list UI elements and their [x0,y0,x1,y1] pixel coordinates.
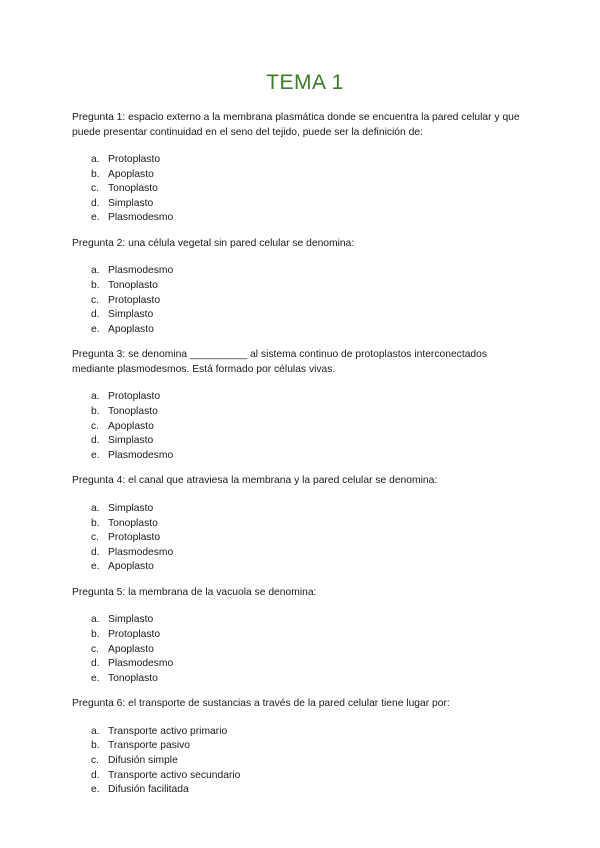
option-list [72,725,532,798]
question-block-5 [72,586,532,686]
option-label: Difusión simple [108,755,178,767]
option-item [72,420,532,435]
option-list [72,390,532,463]
option-item [72,657,532,672]
option-label: Difusión facilitada [108,784,189,796]
option-label: Protoplasto [108,628,161,640]
option-letter: d. [91,435,100,447]
option-item [72,279,532,294]
option-letter: d. [91,658,100,670]
option-letter: b. [91,280,100,292]
option-label: Tonoplasto [108,280,158,292]
option-label: Protoplasto [108,154,161,165]
option-label: Plasmodesmo [108,212,174,224]
option-item [72,643,532,658]
option-label: Simplasto [108,435,154,447]
option-item [72,211,532,226]
option-label: Tonoplasto [108,517,158,529]
option-item [72,434,532,449]
option-item [72,308,532,323]
option-item [72,783,532,798]
question-text: Pregunta 4: el canal que atraviesa la membrana y la pared celular se denomina: [72,475,438,487]
question-list [72,111,532,809]
question-block-2 [72,237,532,337]
option-item [72,390,532,405]
option-letter: e. [91,561,100,573]
option-label: Simplasto [108,197,154,209]
option-label: Simplasto [108,309,154,321]
option-label: Transporte activo secundario [108,769,241,781]
question-text: Pregunta 6: el transporte de sustancias a través de la pared celular tiene lugar por: [72,698,450,710]
option-list [72,264,532,337]
option-letter: c. [91,643,100,655]
option-label: Apoplasto [108,420,154,432]
option-letter: a. [91,265,100,277]
option-item [72,754,532,769]
option-label: Plasmodesmo [108,265,174,277]
option-item [72,323,532,338]
option-item [72,405,532,420]
option-letter: a. [91,725,100,737]
option-label: Plasmodesmo [108,546,174,558]
option-letter: b. [91,168,100,180]
option-label: Transporte pasivo [108,740,191,752]
option-letter: b. [91,406,100,418]
option-item [72,264,532,279]
option-item [72,153,532,168]
option-letter: a. [91,391,100,403]
option-letter: c. [91,755,100,767]
option-letter: a. [91,502,100,514]
option-letter: b. [91,628,100,640]
option-item [72,628,532,643]
option-letter: b. [91,740,100,752]
option-label: Simplasto [108,502,154,514]
option-label: Plasmodesmo [108,658,174,670]
option-letter: c. [91,183,100,195]
option-letter: b. [91,517,100,529]
option-label: Apoplasto [108,168,154,180]
option-letter: e. [91,784,100,796]
option-list [72,502,532,575]
option-letter: c. [91,294,100,306]
option-letter: e. [91,672,100,684]
option-item [72,517,532,532]
question-text: Pregunta 1: espacio externo a la membrana plasmática donde se encuentra la pared celular y que puede presentar continuidad en el seno del tejido, puede ser la definición de: [72,112,520,138]
option-label: Tonoplasto [108,406,158,418]
option-letter: d. [91,546,100,558]
option-item [72,739,532,754]
option-item [72,294,532,309]
option-item [72,531,532,546]
question-text: Pregunta 2: una célula vegetal sin pared celular se denomina: [72,237,355,249]
question-block-4 [72,474,532,574]
question-block-1 [72,111,532,226]
option-label: Tonoplasto [108,672,158,684]
question-text: Pregunta 5: la membrana de la vacuola se denomina: [72,586,317,598]
option-list [72,613,532,686]
option-label: Protoplasto [108,391,161,403]
option-item [72,502,532,517]
option-list [72,153,532,226]
option-letter: e. [91,212,100,224]
option-label: Apoplasto [108,323,154,335]
option-item [72,197,532,212]
option-label: Apoplasto [108,561,154,573]
question-text: Pregunta 3: se denomina __________ al sistema continuo de protoplastos interconectados mediante plasmodesmos. Está formado por células vivas. [72,349,488,375]
option-letter: e. [91,449,100,461]
option-label: Simplasto [108,614,154,626]
option-label: Apoplasto [108,643,154,655]
option-letter: e. [91,323,100,335]
option-letter: a. [91,154,100,165]
option-letter: d. [91,769,100,781]
option-item [72,546,532,561]
option-label: Protoplasto [108,294,161,306]
option-letter: c. [91,532,100,544]
question-block-3 [72,348,532,463]
option-label: Tonoplasto [108,183,158,195]
question-block-6 [72,697,532,797]
document-title: TEMA 1 [266,71,344,94]
option-item [72,182,532,197]
option-item [72,672,532,687]
option-label: Transporte activo primario [108,725,228,737]
option-letter: d. [91,309,100,321]
option-letter: d. [91,197,100,209]
option-item [72,168,532,183]
option-label: Plasmodesmo [108,449,174,461]
option-item [72,769,532,784]
option-item [72,613,532,628]
option-item [72,560,532,575]
option-letter: a. [91,614,100,626]
option-item [72,449,532,464]
option-label: Protoplasto [108,532,161,544]
option-letter: c. [91,420,100,432]
option-item [72,725,532,740]
